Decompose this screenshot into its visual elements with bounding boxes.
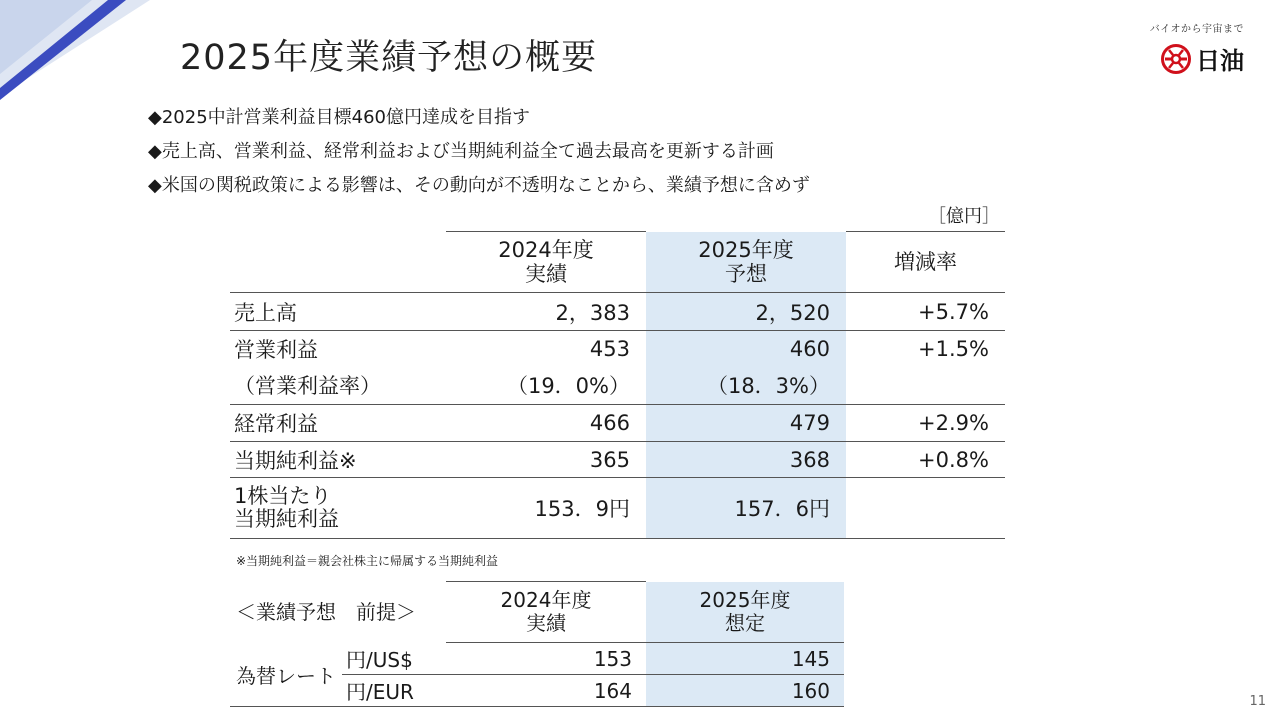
table-row: 売上高 2，383 2，520 +5.7% [230,293,1005,331]
assumptions-table [230,581,844,707]
logo-tagline: バイオから宇宙まで [1149,24,1244,35]
bullet-item: ◆2025中計営業利益目標460億円達成を目指す [148,107,531,128]
fx-rate-label: 為替レート [230,643,342,707]
header-fy2024: 2024年度 実績 [446,232,646,293]
table-row: 経常利益 466 479 +2.9% [230,405,1005,442]
assumptions-title: ＜業績予想 前提＞ [236,599,416,624]
header-blank [230,232,446,293]
table-row: （営業利益率） （19．0%） （18．3%） [230,367,1005,405]
header-fy2025: 2025年度 想定 [646,582,844,643]
unit-label: ［億円］ [928,206,1000,227]
table-row: 為替レート 円/US$ 153 145 [230,643,844,675]
assumptions-header-row [230,582,844,643]
header-fy2024: 2024年度 実績 [446,582,646,643]
logo-mark-icon [1161,44,1191,74]
footnote: ※当期純利益＝親会社株主に帰属する当期純利益 [236,554,499,568]
summary-bullets [148,101,810,203]
page-number: 11 [1249,694,1266,709]
table-row: 当期純利益※ 365 368 +0.8% [230,442,1005,478]
table-header-row [230,232,1005,293]
table-row: 円/EUR 164 160 [230,675,844,707]
table-row: 営業利益 453 460 +1.5% [230,331,1005,367]
bullet-item: ◆売上高、営業利益、経常利益および当期純利益全て過去最高を更新する計画 [148,141,774,162]
logo-name: 日油 [1196,47,1244,75]
forecast-table [230,231,1005,539]
header-change: 増減率 [846,232,1005,293]
header-fy2025: 2025年度 予想 [646,232,846,293]
table-row-eps: 1株当たり 当期純利益 153．9円 157．6円 [230,478,1005,539]
bullet-item: ◆米国の関税政策による影響は、その動向が不透明なことから、業績予想に含めず [148,175,810,196]
company-logo [1134,20,1244,76]
corner-decoration [0,0,160,100]
page-title: 2025年度業績予想の概要 [180,38,598,78]
